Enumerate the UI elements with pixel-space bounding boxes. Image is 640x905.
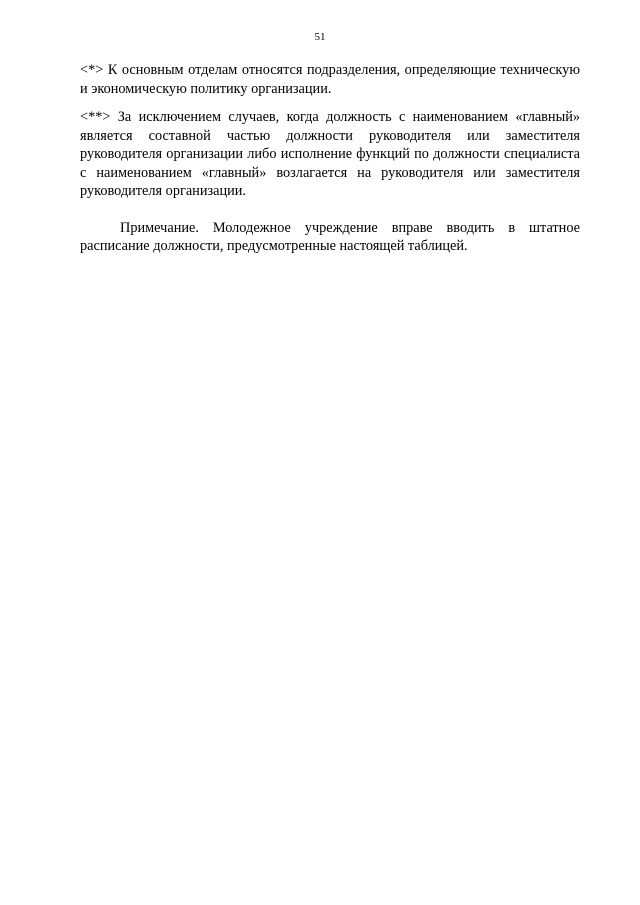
page-number: 51 <box>314 31 326 43</box>
footnote-chief-position: <**> За исключением случаев, когда должность с наименованием «главный» является составной частью должности руководителя или заместителя руководителя организации либо исполнение функций по должности специалиста с наименованием «главный» возлагается на руководителя или заместителя руководителя организации. <box>80 109 580 199</box>
footnote-main-departments: <*> К основным отделам относятся подразделения, определяющие техническую и экономическую политику организации. <box>80 62 580 97</box>
document-body <box>80 61 580 256</box>
note-paragraph: Примечание. Молодежное учреждение вправе вводить в штатное расписание должности, предусмотренные настоящей таблицей. <box>80 219 580 254</box>
